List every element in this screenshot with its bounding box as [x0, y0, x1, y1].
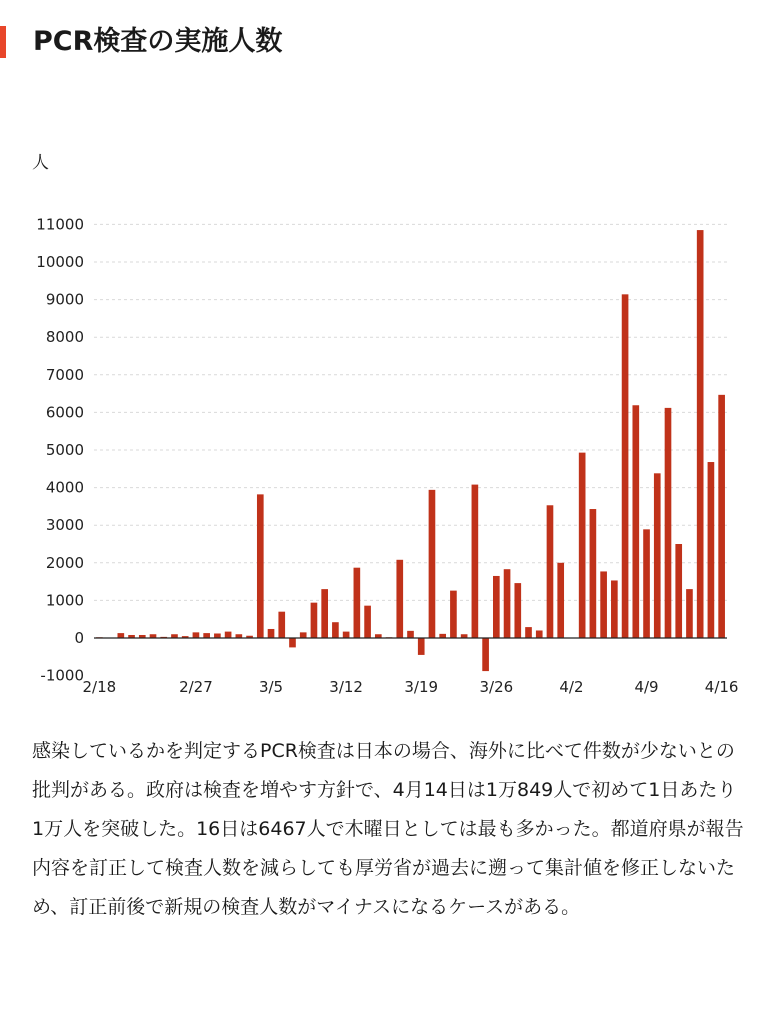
bar [665, 408, 672, 638]
bar [472, 485, 479, 638]
bar [590, 509, 597, 638]
bar [429, 490, 436, 638]
bar [557, 563, 564, 638]
y-tick-label: 7000 [45, 365, 84, 384]
bar [214, 633, 221, 638]
y-tick-label: -1000 [40, 666, 84, 685]
bar [343, 632, 350, 638]
bar [225, 632, 232, 638]
bar [493, 576, 500, 638]
bar [418, 638, 425, 655]
x-tick-label: 3/19 [404, 678, 439, 696]
page-title: PCR検査の実施人数 [33, 26, 283, 57]
y-tick-label: 8000 [45, 328, 84, 347]
bar [257, 494, 264, 638]
x-tick-label: 4/9 [634, 678, 659, 696]
x-tick-label: 2/18 [82, 678, 117, 696]
bar [622, 294, 629, 638]
bar [718, 395, 725, 638]
y-tick-label: 3000 [45, 516, 84, 535]
bar [321, 589, 328, 638]
y-tick-label: 9000 [45, 290, 84, 309]
x-tick-label: 3/12 [329, 678, 363, 696]
bar [332, 622, 339, 638]
bar [354, 568, 361, 638]
bar [632, 405, 639, 638]
bar [203, 633, 210, 638]
bar [278, 612, 285, 638]
y-tick-label: 5000 [45, 441, 84, 459]
bar [268, 629, 275, 638]
bar [289, 638, 296, 647]
x-tick-label: 2/27 [179, 678, 213, 696]
bar [407, 631, 414, 638]
bar [579, 453, 586, 638]
bar [654, 473, 661, 638]
bar [300, 632, 307, 638]
bar [643, 529, 650, 638]
bar [482, 638, 489, 671]
x-tick-label: 4/2 [559, 678, 584, 696]
bar [708, 462, 715, 638]
y-tick-label: 6000 [45, 403, 84, 422]
bar [697, 230, 704, 638]
bar [364, 606, 371, 638]
x-tick-label: 3/5 [258, 678, 284, 696]
chart-description: 感染しているかを判定するPCR検査は日本の場合、海外に比べて件数が少ないとの批判がある。政府は検査を増やす方針で、4月14日は1万849人で初めて1日あたり1万人を突破した。16日は6467人で木曜日としては最も多かった。都道府県が報告内容を訂正して検査人数を減らしても厚労省が過去に遡って集計値を修正しないため、訂正前後で新規の検査人数がマイナスになるケースがある。 [32, 740, 744, 918]
y-axis-unit-label: 人 [32, 153, 49, 173]
bar [611, 580, 618, 638]
bar [686, 589, 693, 638]
bar [439, 634, 446, 638]
bar [547, 505, 554, 638]
y-tick-label: 2000 [45, 553, 84, 572]
bar [504, 569, 511, 638]
x-tick-label: 4/16 [704, 678, 739, 696]
bar [536, 630, 543, 638]
y-tick-label: 11000 [36, 215, 84, 234]
bar [675, 544, 682, 638]
y-tick-label: 10000 [36, 253, 84, 271]
y-tick-label: 4000 [45, 478, 84, 497]
bar [396, 560, 403, 638]
bar [311, 603, 318, 638]
bar [117, 633, 124, 638]
x-tick-label: 3/26 [479, 678, 514, 696]
y-tick-label: 0 [74, 629, 84, 647]
bar [525, 627, 532, 638]
bar [193, 632, 200, 638]
bar [514, 583, 521, 638]
bar [450, 591, 457, 638]
y-tick-label: 1000 [45, 591, 84, 610]
bar [600, 571, 607, 638]
